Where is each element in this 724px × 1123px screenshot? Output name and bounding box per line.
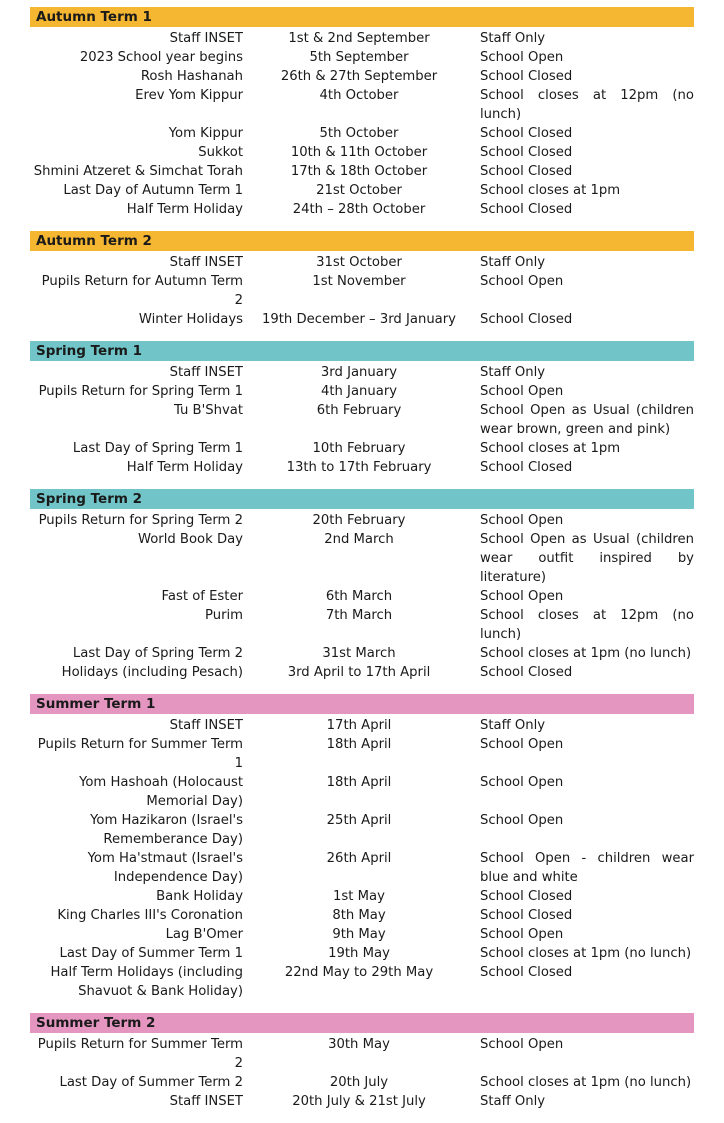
event-name: Staff INSET: [169, 365, 243, 380]
event-status: School closes at 12pm (no lunch): [480, 608, 694, 642]
calendar-row: [30, 663, 694, 682]
calendar-row: [30, 143, 694, 162]
event-status: School Closed: [480, 665, 573, 680]
event-status: School Open - children wear blue and white: [480, 851, 694, 885]
calendar-row: [30, 644, 694, 663]
calendar-row: [30, 906, 694, 925]
event-date: 19th May: [328, 946, 390, 961]
event-status: Staff Only: [480, 255, 546, 270]
event-date: 3rd January: [320, 365, 398, 380]
calendar-row: [30, 86, 694, 124]
event-status: School Closed: [480, 908, 573, 923]
event-status: School closes at 1pm: [480, 183, 621, 198]
event-status: School closes at 1pm (no lunch): [480, 1075, 692, 1090]
term-section: [30, 694, 694, 1001]
calendar-row: [30, 200, 694, 219]
event-status: Staff Only: [480, 365, 546, 380]
event-date: 17th April: [326, 718, 392, 733]
term-section: [30, 1013, 694, 1111]
event-name: Last Day of Summer Term 1: [59, 946, 243, 961]
event-date: 20th February: [312, 513, 406, 528]
calendar-row: [30, 253, 694, 272]
event-date: 10th & 11th October: [290, 145, 428, 160]
calendar-row: [30, 963, 694, 1001]
event-date: 26th April: [326, 851, 392, 866]
event-date: 26th & 27th September: [280, 69, 438, 84]
event-name: 2023 School year begins: [79, 50, 243, 65]
calendar-row: [30, 1035, 694, 1073]
event-date: 7th March: [325, 608, 393, 623]
event-status: School Closed: [480, 312, 573, 327]
event-status: School Open: [480, 589, 564, 604]
event-status: School Open: [480, 50, 564, 65]
event-date: 13th to 17th February: [286, 460, 432, 475]
term-header: Autumn Term 1: [30, 7, 694, 27]
event-status: School closes at 1pm (no lunch): [480, 646, 692, 661]
calendar-row: [30, 310, 694, 329]
event-name: Staff INSET: [169, 255, 243, 270]
calendar-row: [30, 124, 694, 143]
event-name: Sukkot: [198, 145, 243, 160]
calendar-row: [30, 382, 694, 401]
event-status: Staff Only: [480, 31, 546, 46]
calendar-row: [30, 1092, 694, 1111]
event-date: 17th & 18th October: [290, 164, 428, 179]
calendar-row: [30, 773, 694, 811]
calendar-row: [30, 811, 694, 849]
event-date: 24th – 28th October: [292, 202, 426, 217]
calendar-row: [30, 48, 694, 67]
event-date: 30th May: [328, 1037, 390, 1052]
term-header: Summer Term 2: [30, 1013, 694, 1033]
event-date: 3rd April to 17th April: [287, 665, 431, 680]
event-status: Staff Only: [480, 1094, 546, 1109]
event-status: School Open: [480, 775, 564, 790]
event-status: School Open: [480, 1037, 564, 1052]
calendar-row: [30, 887, 694, 906]
event-name: Last Day of Spring Term 1: [72, 441, 243, 456]
calendar-row: [30, 439, 694, 458]
event-name: Lag B'Omer: [165, 927, 243, 942]
term-header: Spring Term 1: [30, 341, 694, 361]
event-name: Last Day of Summer Term 2: [59, 1075, 243, 1090]
event-name: Pupils Return for Autumn Term 2: [41, 274, 243, 308]
calendar-row: [30, 29, 694, 48]
event-status: School Closed: [480, 460, 573, 475]
event-date: 19th December – 3rd January: [261, 312, 456, 327]
event-status: School closes at 1pm: [480, 441, 621, 456]
calendar-row: [30, 716, 694, 735]
event-status: School closes at 12pm (no lunch): [480, 88, 694, 122]
event-name: Bank Holiday: [156, 889, 243, 904]
event-date: 10th February: [312, 441, 406, 456]
event-date: 8th May: [332, 908, 386, 923]
event-name: Last Day of Autumn Term 1: [63, 183, 243, 198]
event-status: School Closed: [480, 145, 573, 160]
calendar-row: [30, 606, 694, 644]
event-name: Tu B'Shvat: [173, 403, 243, 418]
term-section: [30, 7, 694, 219]
event-status: School Open: [480, 384, 564, 399]
calendar-row: [30, 530, 694, 587]
calendar-row: [30, 849, 694, 887]
event-name: Winter Holidays: [138, 312, 243, 327]
event-date: 5th October: [319, 126, 399, 141]
term-header: Autumn Term 2: [30, 231, 694, 251]
event-name: Yom Ha'stmaut (Israel's Independence Day): [87, 851, 243, 885]
event-date: 21st October: [316, 183, 402, 198]
calendar-row: [30, 162, 694, 181]
event-name: World Book Day: [137, 532, 243, 547]
calendar-row: [30, 735, 694, 773]
event-name: Erev Yom Kippur: [135, 88, 243, 103]
event-date: 6th February: [316, 403, 402, 418]
event-name: Fast of Ester: [161, 589, 243, 604]
event-status: School Closed: [480, 164, 573, 179]
event-status: School Closed: [480, 889, 573, 904]
event-name: Half Term Holiday: [126, 202, 243, 217]
event-status: School Open as Usual (children wear brown, green and pink): [480, 403, 694, 437]
event-date: 1st November: [312, 274, 406, 289]
calendar-row: [30, 458, 694, 477]
event-name: Staff INSET: [169, 718, 243, 733]
event-status: School Closed: [480, 965, 573, 980]
event-date: 31st March: [322, 646, 396, 661]
event-name: Staff INSET: [169, 1094, 243, 1109]
event-status: School Closed: [480, 202, 573, 217]
event-status: School closes at 1pm (no lunch): [480, 946, 692, 961]
event-date: 25th April: [326, 813, 392, 828]
event-name: Staff INSET: [169, 31, 243, 46]
event-status: School Open: [480, 513, 564, 528]
calendar-row: [30, 272, 694, 310]
event-date: 4th January: [320, 384, 398, 399]
event-status: School Closed: [480, 69, 573, 84]
event-name: Yom Hazikaron (Israel's Rememberance Day): [90, 813, 243, 847]
event-status: Staff Only: [480, 718, 546, 733]
term-section: [30, 489, 694, 682]
event-status: School Open: [480, 737, 564, 752]
event-date: 1st May: [333, 889, 385, 904]
event-name: Pupils Return for Summer Term 2: [37, 1037, 243, 1071]
event-date: 9th May: [332, 927, 386, 942]
event-status: School Open as Usual (children wear outfit inspired by literature): [480, 532, 694, 585]
calendar-row: [30, 587, 694, 606]
calendar-row: [30, 181, 694, 200]
term-section: [30, 231, 694, 329]
event-status: School Open: [480, 274, 564, 289]
event-name: Pupils Return for Spring Term 1: [38, 384, 243, 399]
event-date: 22nd May to 29th May: [284, 965, 434, 980]
event-date: 6th March: [325, 589, 393, 604]
event-name: Rosh Hashanah: [140, 69, 243, 84]
event-name: Yom Hashoah (Holocaust Memorial Day): [79, 775, 243, 809]
event-name: Half Term Holiday: [126, 460, 243, 475]
calendar-row: [30, 925, 694, 944]
event-name: Half Term Holidays (including Shavuot & Bank Holiday): [50, 965, 243, 999]
event-status: School Open: [480, 927, 564, 942]
term-header: Spring Term 2: [30, 489, 694, 509]
event-name: Pupils Return for Summer Term 1: [37, 737, 243, 771]
event-date: 20th July: [329, 1075, 389, 1090]
event-date: 20th July & 21st July: [292, 1094, 426, 1109]
calendar-row: [30, 401, 694, 439]
event-status: School Closed: [480, 126, 573, 141]
event-date: 2nd March: [324, 532, 394, 547]
event-name: Purim: [204, 608, 243, 623]
event-name: Shmini Atzeret & Simchat Torah: [33, 164, 243, 179]
term-section: [30, 341, 694, 477]
term-calendar: [30, 7, 694, 1123]
event-name: Yom Kippur: [168, 126, 243, 141]
calendar-row: [30, 1073, 694, 1092]
calendar-row: [30, 363, 694, 382]
event-date: 18th April: [326, 737, 392, 752]
event-date: 1st & 2nd September: [288, 31, 430, 46]
calendar-row: [30, 944, 694, 963]
event-name: Holidays (including Pesach): [61, 665, 243, 680]
event-name: Pupils Return for Spring Term 2: [38, 513, 243, 528]
event-date: 5th September: [309, 50, 409, 65]
calendar-row: [30, 511, 694, 530]
event-status: School Open: [480, 813, 564, 828]
calendar-row: [30, 67, 694, 86]
event-date: 31st October: [316, 255, 402, 270]
event-name: Last Day of Spring Term 2: [72, 646, 243, 661]
event-date: 18th April: [326, 775, 392, 790]
event-date: 4th October: [319, 88, 399, 103]
event-name: King Charles III's Coronation: [57, 908, 243, 923]
term-header: Summer Term 1: [30, 694, 694, 714]
